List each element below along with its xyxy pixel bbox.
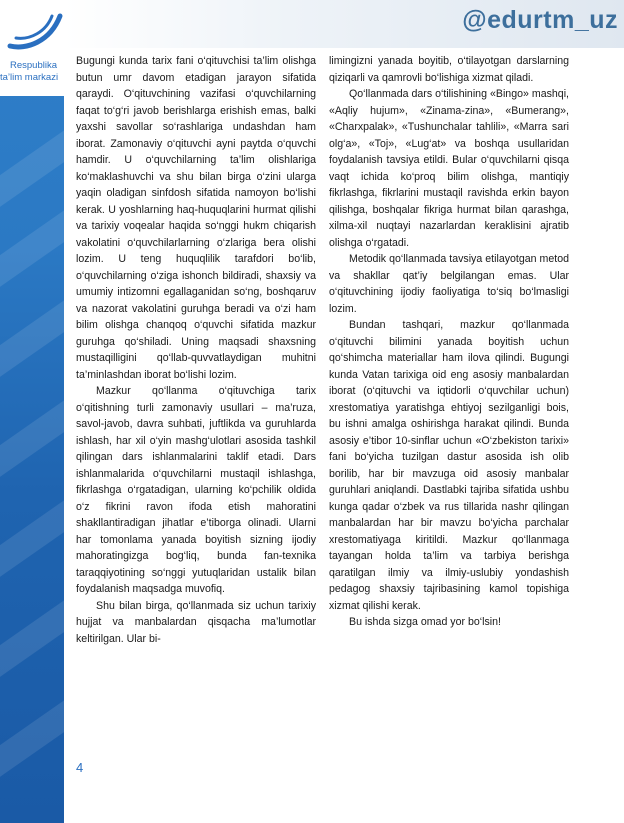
paragraph: Qo‘llanmada dars o‘tilishining «Bingo» mashqi, «Aqliy hujum», «Zinama-zina», «Bumerang», «Charxpalak», «Tushunchalar tahlili», «Marra sari olg‘a», «Toj», «Lug‘at» va boshqa usullaridan foydalanish tavsiya etildi. Bular o‘quvchilarni qisqa vaqt ichida ko‘proq bilim olishga, mantiqiy fikrlashga, fikrlarini mustaqil ravishda erkin bayon qilishga, boshqalar fikriga hurmat bilan qarashga, xilma-xil nuqtayi nazarlardan keraklisini ajratib olishga o‘rgatadi. [329, 88, 569, 249]
paragraph: limingizni yanada boyitib, o‘tilayotgan darslarning qiziqarli va qamrovli bo‘lishiga xizmat qiladi. [329, 55, 569, 84]
header-bar [64, 0, 624, 48]
paragraph: Bugungi kunda tarix fani o‘qituvchisi ta’lim olishga butun umr davom etadigan jarayon sifatida qaraydi. O‘qituvchining vazifasi o‘quvchilarning faqat to‘g‘ri javob berishlarga erishish emas, balki yaxshi savollar so‘rashlariga undashdan ham iborat. Zamonaviy o‘qituvchi ayni paytda o‘quvchi hamdir. U o‘quvchilarning ta’lim olishlariga ko‘maklashuvchi va shu bilan birga o‘zini ularga yaqin oladigan sinfdosh sifatida namoyon bo‘lishi kerak. U yoshlarning haq-huquqlarini hurmat qilishi va tarixiy voqealar haqida so‘nggi hukm chiqarish vakolatini o‘quvchilarlarning o‘zlariga bera olishi lozim. U teng huquqlilik tarafdori bo‘lib, o‘quvchilarning o‘ziga ishonch bildiradi, shaxsiy va umumiy intizomni egallaganidan so‘ng, boshqaruv va nazorat vakolatini guruhga beradi va o‘zi ham bilim olishga chanqoq o‘quvchi sifatida mazkur guruhga qo‘shiladi. Uning maqsadi shaxsning mustaqilligini qo‘llab-quvvatlaydigan muhitni ta’minlashdan iborat bo‘lishi lozim. [76, 55, 316, 381]
logo-text [0, 60, 80, 84]
logo-icon [6, 8, 64, 52]
logo-line-2: ta’lim markazi [0, 72, 59, 83]
paragraph: Shu bilan birga, qo‘llanmada siz uchun tarixiy hujjat va manbalardan qisqacha ma’lumotlar keltirilgan. Ular bi- [76, 599, 316, 645]
text-column-right [329, 53, 569, 631]
paragraph: Bundan tashqari, mazkur qo‘llanmada o‘qituvchi bilimini yanada boyitish uchun qo‘shimcha materiallar ham ilova qilindi. Bugungi kunda Vatan tarixiga oid eng asosiy manbalardan iborat (o‘qituvchi va iqtidorli o‘quvchilar uchun) xrestomatiya yaratishga ehtiyoj sezilganligi bois, bu ishni amalga oshirishga harakat qilindi. Bunda asosiy e’tibor 10-sinflar uchun «O‘zbekiston tarixi» fani bo‘yicha tuzilgan dastur asosida ish olib borilib, har bir mavzuga oid asosiy manbalar guruhlari aniqlandi. Dastlabki tajriba sifatida ushbu kunga qadar o‘zbek va rus tillarida nashr qilingan manbalardan har bir mavzu bo‘yicha parchalar xrestomatiyaga kiritildi. Mazkur qo‘llanmaga tayangan holda ta’lim va tarbiya berishga qaratilgan ilmiy va ilmiy-uslubiy yondashish pedagog shaxsiy tajribasining kamol topishiga xizmat qilishi kerak. [329, 319, 569, 612]
left-sidebar-band [0, 0, 64, 823]
paragraph: Bu ishda sizga omad yor bo‘lsin! [349, 616, 501, 628]
page-body [76, 53, 606, 753]
paragraph: Metodik qo‘llanmada tavsiya etilayotgan metod va shakllar qat’iy belgilangan emas. Ular o‘qituvchining ijodiy faoliyatiga to‘siq bo‘lmasligi lozim. [329, 253, 569, 315]
channel-watermark: @edurtm_uz [462, 6, 618, 34]
text-column-left [76, 53, 316, 647]
logo-line-1: Respublika [10, 60, 57, 71]
page-number: 4 [76, 760, 84, 775]
paragraph: Mazkur qo‘llanma o‘qituvchiga tarix o‘qitishning turli zamonaviy usullari – ma’ruza, savol-javob, davra suhbati, juftlikda va guruhlarda ishlash, har xil o‘yin mashg‘ulotlari asosida tashkil qilingan dars ishlanmalarini taklif etadi. Dars ishlanmalarida o‘quvchilarni mustaqil ishlashga, fikrlashga o‘rgatadigan, ularning ko‘pchilik oldida o‘z fikrini ravon ifoda etish mahoratini shakllantiradigan jihatlar e’tiborga olinadi. Ularni har tomonlama yanada boyitish sizning ijodiy mahoratingizga bog‘liq, bunda fan-texnika taraqqiyotining so‘nggi yutuqlaridan ustalik bilan foydalanish maqsadga muvofiq. [76, 385, 316, 595]
